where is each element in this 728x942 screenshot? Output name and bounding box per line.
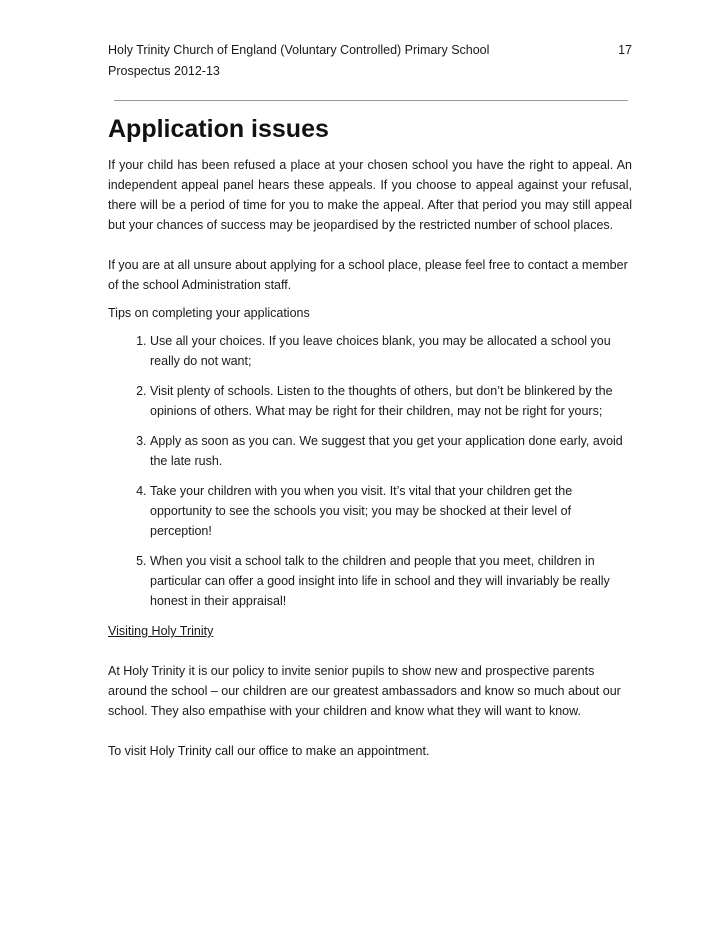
visiting-paragraph: At Holy Trinity it is our policy to invite senior pupils to show new and prospective parents around the school – our children are our greatest ambassadors and know so much about our school. They also empathise with your children and know what they will want to know. xyxy=(108,664,621,718)
header-divider xyxy=(114,100,628,101)
list-item: 1. Use all your choices. If you leave choices blank, you may be allocated a school you really do not want; xyxy=(150,331,632,371)
list-item: 4. Take your children with you when you visit. It’s vital that your children get the opportunity to see the schools you visit; you may be shocked at their level of perception! xyxy=(150,481,632,541)
document-page xyxy=(108,40,632,761)
list-item: 3. Apply as soon as you can. We suggest that you get your application done early, avoid the late rush. xyxy=(150,431,632,471)
header-prospectus-year: Prospectus 2012-13 xyxy=(108,64,220,78)
list-item: 5. When you visit a school talk to the children and people that you meet, children in particular can offer a good insight into life in school and they will invariably be really honest in their appraisal! xyxy=(150,551,632,611)
tips-list xyxy=(108,331,632,611)
tips-heading: Tips on completing your applications xyxy=(108,306,310,320)
visiting-heading: Visiting Holy Trinity xyxy=(108,624,214,638)
page-number: 17 xyxy=(618,43,632,57)
page-title: Application issues xyxy=(108,115,329,143)
intro-paragraph: If your child has been refused a place at your chosen school you have the right to appeal. An independent appeal panel hears these appeals. If you choose to appeal against your refusal, there will be a period of time for you to make the appeal. After that period you may still appeal but your chances of success may be jeopardised by the restricted number of school places. xyxy=(108,158,632,232)
closing-paragraph: To visit Holy Trinity call our office to make an appointment. xyxy=(108,744,430,758)
header-school-name: Holy Trinity Church of England (Voluntary Controlled) Primary School xyxy=(108,43,490,57)
list-item: 2. Visit plenty of schools. Listen to the thoughts of others, but don’t be blinkered by the opinions of others. What may be right for their children, may not be right for yours; xyxy=(150,381,632,421)
contact-paragraph: If you are at all unsure about applying for a school place, please feel free to contact a member of the school Administration staff. xyxy=(108,258,628,292)
page-header xyxy=(108,40,632,82)
